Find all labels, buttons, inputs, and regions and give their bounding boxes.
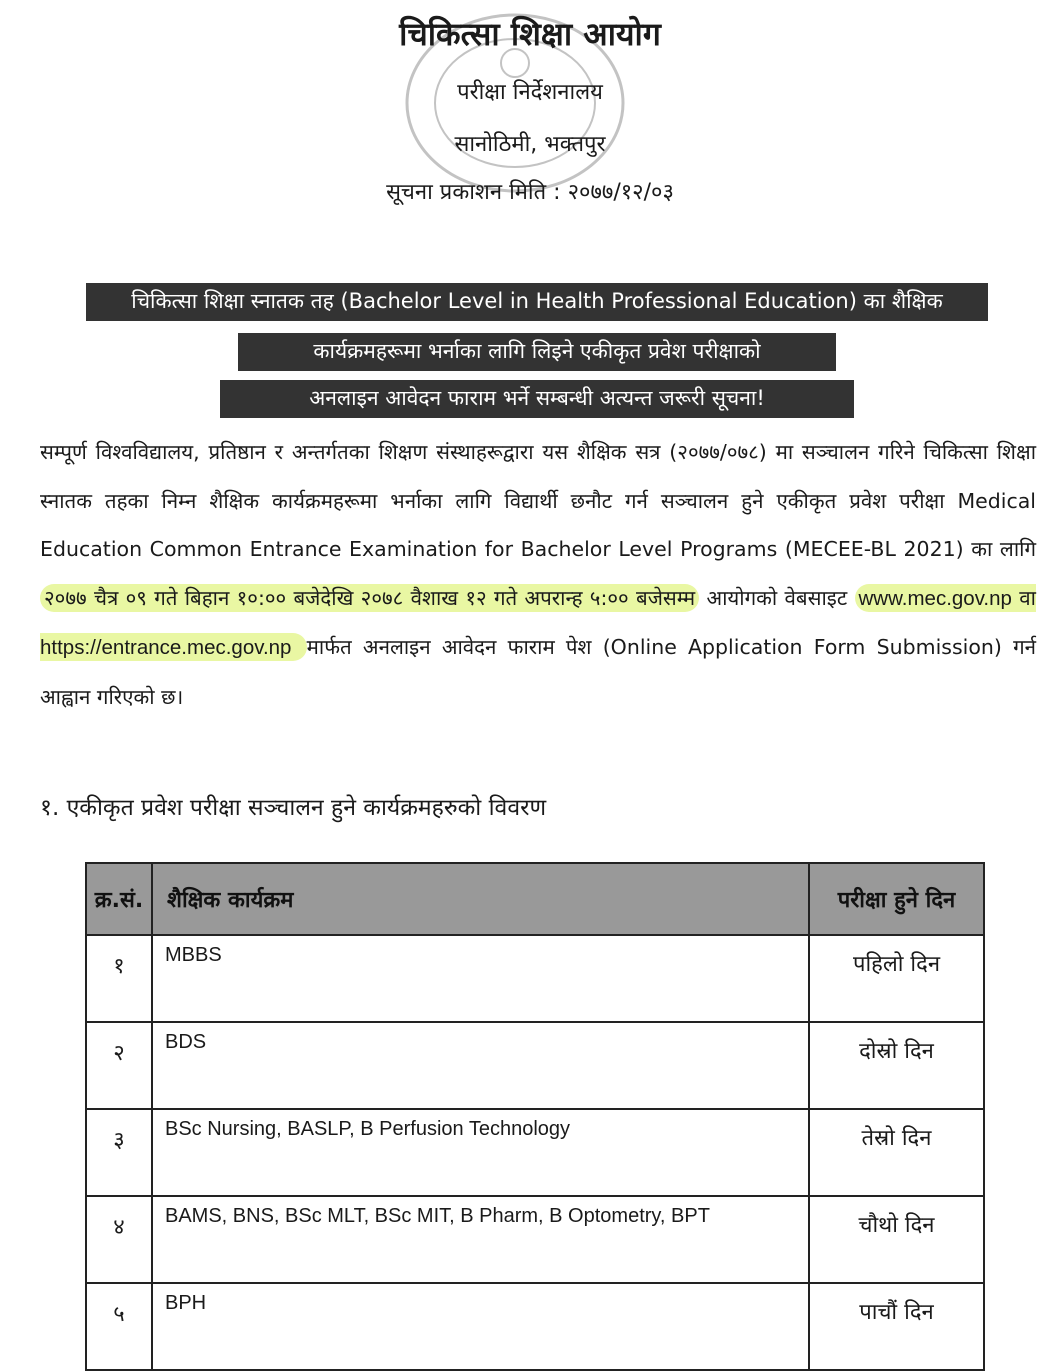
row-serial: १ [86,935,152,1022]
commission-title: चिकित्सा शिक्षा आयोग [399,15,661,53]
row-exam-day: पाचौं दिन [809,1283,984,1370]
row-serial: ३ [86,1109,152,1196]
row-program: BAMS, BNS, BSc MLT, BSc MIT, B Pharm, B Optometry, BPT [152,1196,809,1283]
row-serial: २ [86,1022,152,1109]
row-program: MBBS [152,935,809,1022]
body-text-website: आयोगको वेबसाइट [706,585,848,610]
body-text-intro: सम्पूर्ण विश्वविद्यालय, प्रतिष्ठान र अन्तर्गतका शिक्षण संस्थाहरूद्वारा यस शैक्षिक सत्र (२०७७/०७८) मा सञ्चालन गरिने चिकित्सा शिक्षा स्नातक तहका निम्न शैक्षिक कार्यक्रमहरूमा भर्नाका लागि विद्यार्थी छनौट गर्न सञ्चालन हुने एकीकृत प्रवेश परीक्षा Medical Education Common Entrance Examination for Bachelor Level Programs (MECEE-BL 2021) का लागि [40,440,1036,561]
row-serial: ५ [86,1283,152,1370]
notice-banner-line-2: कार्यक्रमहरूमा भर्नाका लागि लिइने एकीकृत प्रवेश परीक्षाको [238,333,836,371]
programs-table [85,862,985,1371]
row-program: BPH [152,1283,809,1370]
header-program: शैक्षिक कार्यक्रम [152,863,809,935]
row-exam-day: चौथो दिन [809,1196,984,1283]
table-row [86,1196,984,1283]
row-exam-day: तेस्रो दिन [809,1109,984,1196]
table-header-row [86,863,984,935]
notice-body [40,428,1036,721]
office-address: सानोठिमी, भक्तपुर [454,132,606,157]
website-link-entrance[interactable]: https://entrance.mec.gov.np [40,636,292,659]
notice-banner-line-3: अनलाइन आवेदन फाराम भर्ने सम्बन्धी अत्यन्त जरूरी सूचना! [220,380,854,418]
website-link-mec[interactable]: www.mec.gov.np [858,586,1012,610]
directorate-name: परीक्षा निर्देशनालय [457,80,603,105]
row-exam-day: दोस्रो दिन [809,1022,984,1109]
application-period-highlight: २०७७ चैत्र ०९ गते बिहान १०:०० बजेदेखि २०७८ वैशाख १२ गते अपरान्ह ५:०० बजेसम्म [40,584,699,612]
notice-banner-line-1: चिकित्सा शिक्षा स्नातक तह (Bachelor Level in Health Professional Education) का शैक्षिक [86,283,988,321]
header-serial: क्र.सं. [86,863,152,935]
row-serial: ४ [86,1196,152,1283]
table-row [86,1283,984,1370]
table-row [86,1022,984,1109]
table-row [86,1109,984,1196]
row-program: BSc Nursing, BASLP, B Perfusion Technology [152,1109,809,1196]
table-row [86,935,984,1022]
or-word: वा [1019,585,1036,610]
row-program: BDS [152,1022,809,1109]
row-exam-day: पहिलो दिन [809,935,984,1022]
section-1-heading: १. एकीकृत प्रवेश परीक्षा सञ्चालन हुने कार्यक्रमहरुको विवरण [40,795,547,821]
body-text-closing: मार्फत अनलाइन आवेदन फाराम पेश (Online Application Form Submission) गर्न आह्वान गरिएको छ। [40,635,1036,709]
notice-date: सूचना प्रकाशन मिति : २०७७/१२/०३ [386,180,674,205]
header-exam-day: परीक्षा हुने दिन [809,863,984,935]
